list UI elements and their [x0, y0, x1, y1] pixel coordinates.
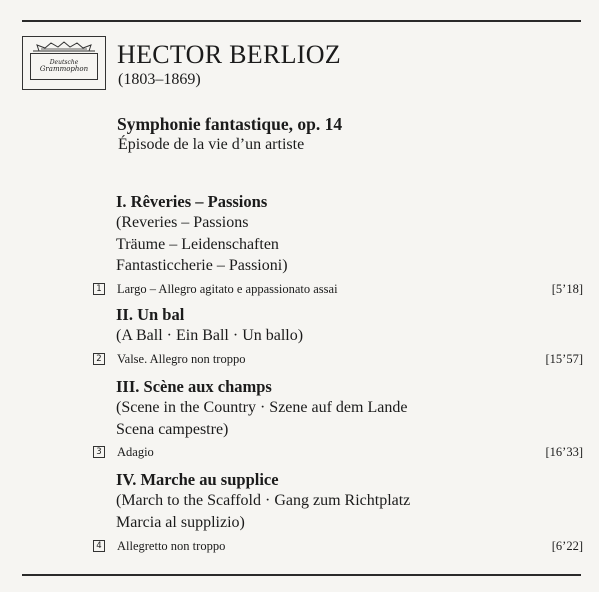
track-duration: [6’22] [551, 539, 583, 553]
track-tempo: Adagio [117, 445, 154, 459]
movement-translations [116, 397, 407, 440]
track-row[interactable] [93, 280, 583, 298]
bottom-rule [22, 574, 581, 576]
track-number: 1 [93, 283, 105, 295]
movement-translations [116, 490, 410, 533]
track-tempo: Valse. Allegro non troppo [117, 352, 246, 366]
translation-line: Scena campestre) [116, 420, 229, 438]
track-row[interactable] [93, 537, 583, 555]
composer-dates: (1803–1869) [118, 71, 201, 88]
top-rule [22, 20, 581, 22]
translation-line: (Reveries – Passions [116, 214, 249, 231]
translation-line: Träume – Leidenschaften [116, 235, 279, 253]
track-duration: [5’18] [551, 282, 583, 296]
track-duration: [16’33] [545, 445, 583, 459]
work-subtitle: Épisode de la vie d’un artiste [118, 136, 305, 153]
translation-line: (Scene in the Country · Szene auf dem Lande [116, 399, 408, 416]
composer-name: HECTOR BERLIOZ [117, 40, 341, 69]
crown-logo-icon [23, 40, 105, 52]
movement-title: IV. Marche au supplice [116, 470, 279, 489]
translation-line: (March to the Scaffold · Gang zum Richtplatz [116, 492, 411, 509]
brand-line-1: Deutsche [49, 58, 79, 66]
track-tempo: Allegretto non troppo [117, 539, 226, 553]
translation-line: (A Ball · Ein Ball · Un ballo) [116, 327, 304, 344]
movement-title: II. Un bal [116, 305, 185, 324]
work-title: Symphonie fantastique, op. 14 [117, 114, 343, 134]
track-duration: [15’57] [545, 352, 583, 366]
track-number: 4 [93, 540, 105, 552]
movement-title: I. Rêveries – Passions [116, 192, 268, 211]
track-number: 3 [93, 446, 105, 458]
label-logo [22, 36, 106, 90]
brand-box [30, 53, 98, 80]
brand-line-2: Grammophon [39, 64, 89, 73]
track-number: 2 [93, 353, 105, 365]
translation-line: Fantasticcherie – Passioni) [116, 257, 288, 275]
track-row[interactable] [93, 350, 583, 368]
movement-translations [116, 325, 303, 347]
movement-translations [116, 212, 288, 277]
movement-title: III. Scène aux champs [116, 377, 272, 396]
translation-line: Marcia al supplizio) [116, 513, 245, 531]
track-tempo: Largo – Allegro agitato e appassionato assai [117, 282, 338, 296]
track-row[interactable] [93, 443, 583, 461]
